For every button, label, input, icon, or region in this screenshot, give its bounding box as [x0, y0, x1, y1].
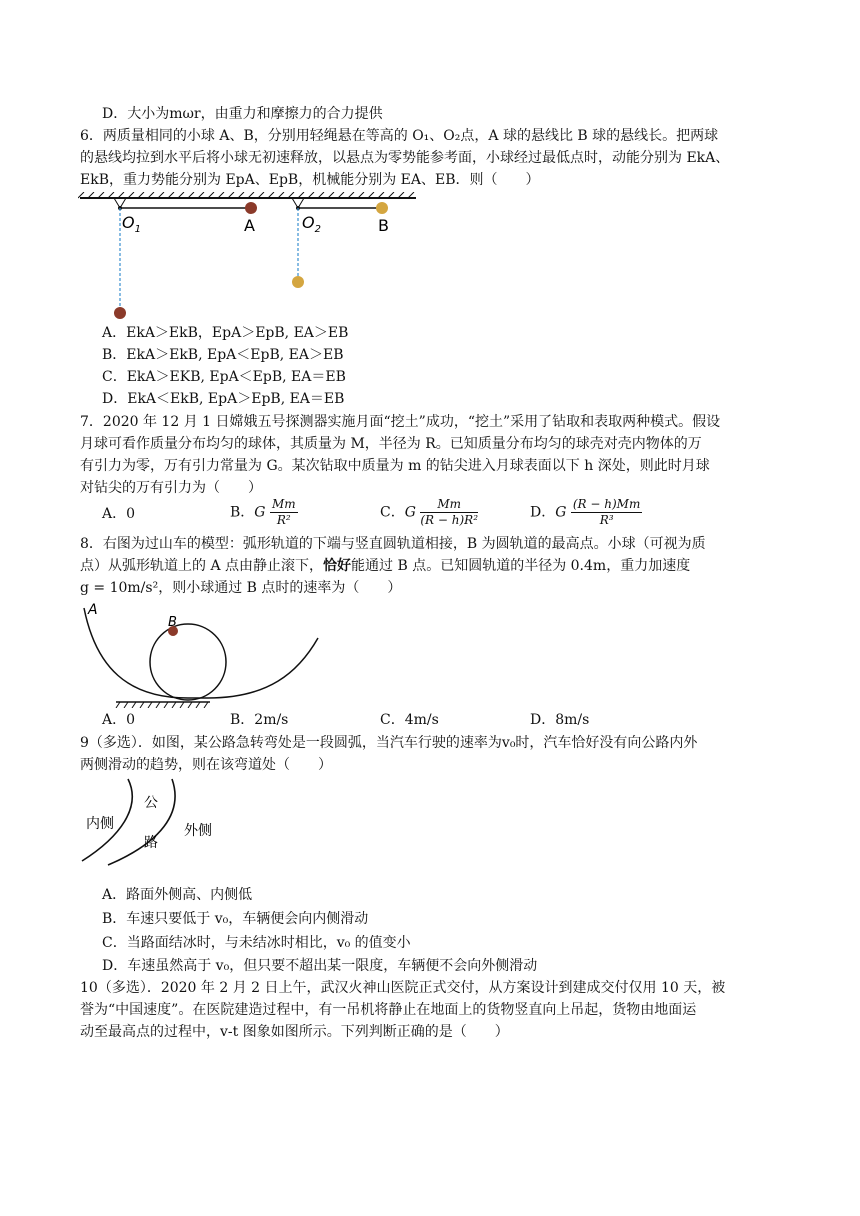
q9-option-a: A．路面外侧高、内侧低	[102, 887, 253, 903]
q8-option-d: D．8m/s	[530, 712, 590, 728]
curved-road-figure	[80, 777, 240, 867]
label-o1: $O_1$	[122, 213, 141, 235]
q6-stem-line3: EkB，重力势能分别为 EpA、EpB，机械能分别为 EA、EB．则（ ）	[80, 172, 540, 188]
q9-option-b: B．车速只要低于 v₀，车辆便会向内侧滑动	[102, 911, 369, 927]
label-o2: $O_2$	[302, 213, 321, 235]
label-road-2: 路	[144, 835, 158, 851]
ball-a-bottom	[114, 307, 126, 319]
label-outer: 外侧	[184, 823, 212, 839]
q7-option-c: C．G $\frac{Mm}{\text{(R − h)R²}}$	[380, 497, 479, 527]
q9-option-d: D．车速虽然高于 v₀，但只要不超出某一限度，车辆便不会向外侧滑动	[102, 958, 538, 974]
q8-stem-line3: g = 10m/s²，则小球通过 B 点时的速率为（ ）	[80, 580, 402, 596]
q9-option-c: C．当路面结冰时，与未结冰时相比，v₀ 的值变小	[102, 935, 411, 951]
q8-option-c: C．4m/s	[380, 712, 439, 728]
q9-stem-line2: 两侧滑动的趋势，则在该弯道处（ ）	[80, 757, 332, 773]
q8-stem-line2: 点）从弧形轨道上的 A 点由静止滚下，恰好能通过 B 点。已知圆轨道的半径为 0.4m，重力加速度	[80, 558, 691, 574]
ball-a-horizontal	[245, 202, 257, 214]
q10-stem-line3: 动至最高点的过程中，v-t 图象如图所示。下列判断正确的是（ ）	[80, 1024, 509, 1040]
q7-option-b: B．G $\frac{Mm}{\text{R²}}$	[230, 497, 296, 527]
q6-stem-line2: 的悬线均拉到水平后将小球无初速释放，以悬点为零势能参考面，小球经过最低点时，动能分别为 EkA、	[80, 150, 730, 166]
label-a: A	[244, 216, 255, 235]
q7-stem-line1: 7．2020 年 12 月 1 日嫦娥五号探测器实施月面“挖土”成功，“挖土”采用了钻取和表取两种模式。假设	[80, 414, 721, 430]
q5-option-d: D．大小为mωr，由重力和摩擦力的合力提供	[102, 106, 383, 122]
label-road-1: 公	[144, 795, 158, 811]
q6-option-d: D．EkA＜EkB, EpA＞EpB, EA＝EB	[102, 391, 345, 407]
q6-option-b: B．EkA＞EkB, EpA＜EpB, EA＞EB	[102, 347, 344, 363]
q8-option-a: A．0	[102, 712, 136, 728]
q6-stem-line1: 6．两质量相同的小球 A、B，分别用轻绳悬在等高的 O₁、O₂点，A 球的悬线比 B 球的悬线长。把两球	[80, 128, 719, 144]
label-b: B	[168, 615, 177, 630]
ball-b-bottom	[292, 276, 304, 288]
q8-stem-line1: 8．右图为过山车的模型：弧形轨道的下端与竖直圆轨道相接，B 为圆轨道的最高点。小球（可视为质	[80, 536, 706, 552]
q7-stem-line4: 对钻尖的万有引力为（ ）	[80, 480, 262, 496]
label-a: A	[88, 602, 98, 618]
q8-option-b: B．2m/s	[230, 712, 289, 728]
roller-coaster-figure	[78, 598, 328, 708]
q6-option-a: A．EkA＞EkB，EpA＞EpB, EA＞EB	[102, 325, 349, 341]
q10-stem-line1: 10（多选）．2020 年 2 月 2 日上午，武汉火神山医院正式交付，从方案设计到建成交付仅用 10 天，被	[80, 980, 726, 996]
label-b: B	[378, 216, 389, 235]
q7-stem-line3: 有引力为零，万有引力常量为 G。某次钻取中质量为 m 的钻尖进入月球表面以下 h 深处，则此时月球	[80, 458, 710, 474]
ball-b-horizontal	[376, 202, 388, 214]
q6-option-c: C．EkA＞EKB, EpA＜EpB, EA＝EB	[102, 369, 346, 385]
q7-stem-line2: 月球可看作质量分布均匀的球体，其质量为 M，半径为 R。已知质量分布均匀的球壳对壳内物体的万	[80, 436, 702, 452]
q7-option-a: A．0	[102, 506, 136, 522]
label-inner: 内侧	[86, 816, 114, 832]
q7-option-d: D．G $\frac{(R - h)Mm}{\text{R³}}$	[530, 497, 641, 527]
q10-stem-line2: 誉为“中国速度”。在医院建造过程中，有一吊机将静止在地面上的货物竖直向上吊起，货物由地面运	[80, 1002, 697, 1018]
pendulum-figure	[78, 192, 418, 324]
q9-stem-line1: 9（多选）．如图，某公路急转弯处是一段圆弧，当汽车行驶的速率为v₀时，汽车恰好没有向公路内外	[80, 735, 698, 751]
